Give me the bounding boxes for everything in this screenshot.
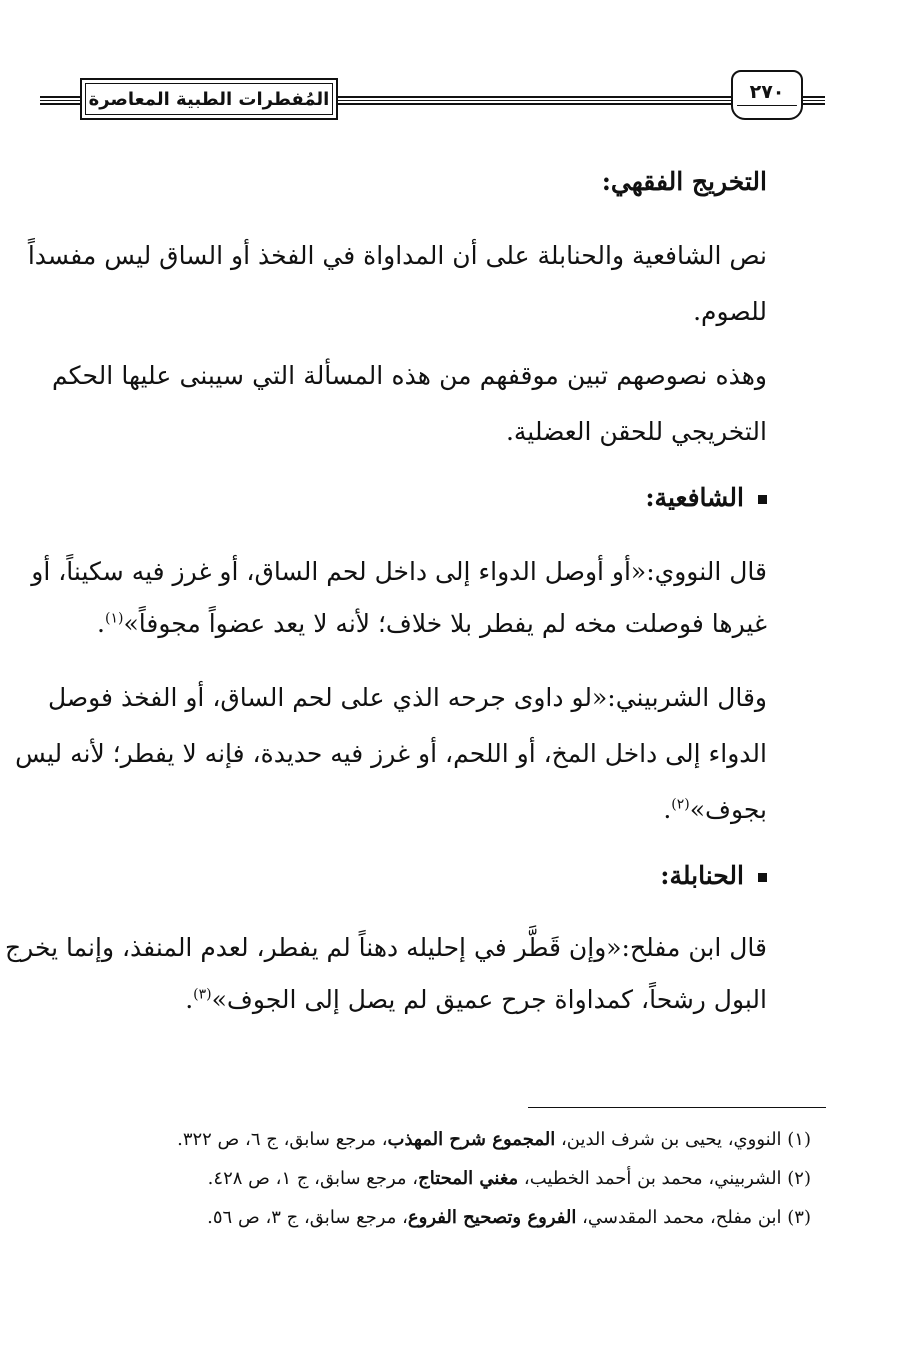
period: . [663, 795, 672, 824]
header-rule-left [40, 96, 82, 105]
bullet-icon [758, 873, 767, 882]
footnote-author: (٣) ابن مفلح، محمد المقدسي، [576, 1207, 811, 1228]
paragraph-line: نص الشافعية والحنابلة على أن المداواة في الفخذ أو الساق ليس مفسداً [27, 241, 767, 270]
section-heading: التخريج الفقهي: [601, 167, 767, 196]
footnote-book-title: المجموع شرح المهذب [387, 1129, 556, 1150]
header-rule-middle [336, 96, 734, 105]
quote-text: غيرها فوصلت مخه لم يفطر بلا خلاف؛ لأنه لا يعد عضواً مجوفاً» [123, 609, 767, 638]
book-title [80, 78, 338, 120]
subheading-text: الشافعية: [645, 483, 744, 512]
footnote-citation: ، مرجع سابق، ج ١، ص ٤٢٨. [207, 1168, 419, 1189]
book-title-text: المُفطرات الطبية المعاصرة [88, 88, 330, 110]
header-rule-right [801, 96, 825, 105]
quote-text: البول رشحاً، كمداواة جرح عميق لم يصل إلى الجوف» [211, 985, 767, 1014]
quote-line [97, 608, 767, 640]
subheading-text: الحنابلة: [660, 861, 744, 890]
paragraph-line: للصوم. [693, 297, 767, 326]
footnote-separator [528, 1107, 826, 1108]
quote-line: قال النووي:«أو أوصل الدواء إلى داخل لحم الساق، أو غرز فيه سكيناً، أو [31, 557, 767, 586]
footnote-book-title: الفروع وتصحيح الفروع [407, 1207, 577, 1228]
quote-line [185, 984, 767, 1016]
bullet-icon [758, 495, 767, 504]
page-number-text: ٢٧٠ [749, 81, 785, 103]
footnote-book-title: مغني المحتاج [418, 1168, 519, 1189]
quote-line [663, 794, 767, 826]
paragraph-line: التخريجي للحقن العضلية. [505, 417, 767, 446]
period: . [97, 609, 105, 638]
footnote-citation: ، مرجع سابق، ج ٣، ص ٥٦. [207, 1207, 408, 1228]
quote-text: بجوف» [689, 795, 767, 824]
subheading-shafii [645, 482, 767, 514]
page-number [731, 70, 803, 120]
quote-line: قال ابن مفلح:«وإن قَطَّر في إحليله دهناً لم يفطر، لعدم المنفذ، وإنما يخرج [5, 933, 767, 962]
footnote-3 [207, 1206, 811, 1230]
period: . [185, 985, 194, 1014]
footnote-author: (١) النووي، يحيى بن شرف الدين، [555, 1129, 811, 1150]
subheading-hanabila [660, 860, 767, 892]
footnote-ref: (٣) [193, 986, 212, 1003]
footnote-ref: (٢) [671, 796, 690, 813]
footnote-citation: ، مرجع سابق، ج ٦، ص ٣٢٢. [177, 1129, 388, 1150]
quote-line: وقال الشربيني:«لو داوى جرحه الذي على لحم الساق، أو الفخذ فوصل [47, 683, 767, 712]
footnote-2 [208, 1167, 811, 1191]
footnote-1 [177, 1128, 811, 1152]
paragraph-line: وهذه نصوصهم تبين موقفهم من هذه المسألة التي سيبنى عليها الحكم [52, 361, 767, 390]
footnote-author: (٢) الشربيني، محمد بن أحمد الخطيب، [518, 1168, 811, 1189]
footnote-ref: (١) [105, 610, 124, 627]
quote-line: الدواء إلى داخل المخ، أو اللحم، أو غرز فيه حديدة، فإنه لا يفطر؛ لأنه ليس [15, 739, 767, 768]
